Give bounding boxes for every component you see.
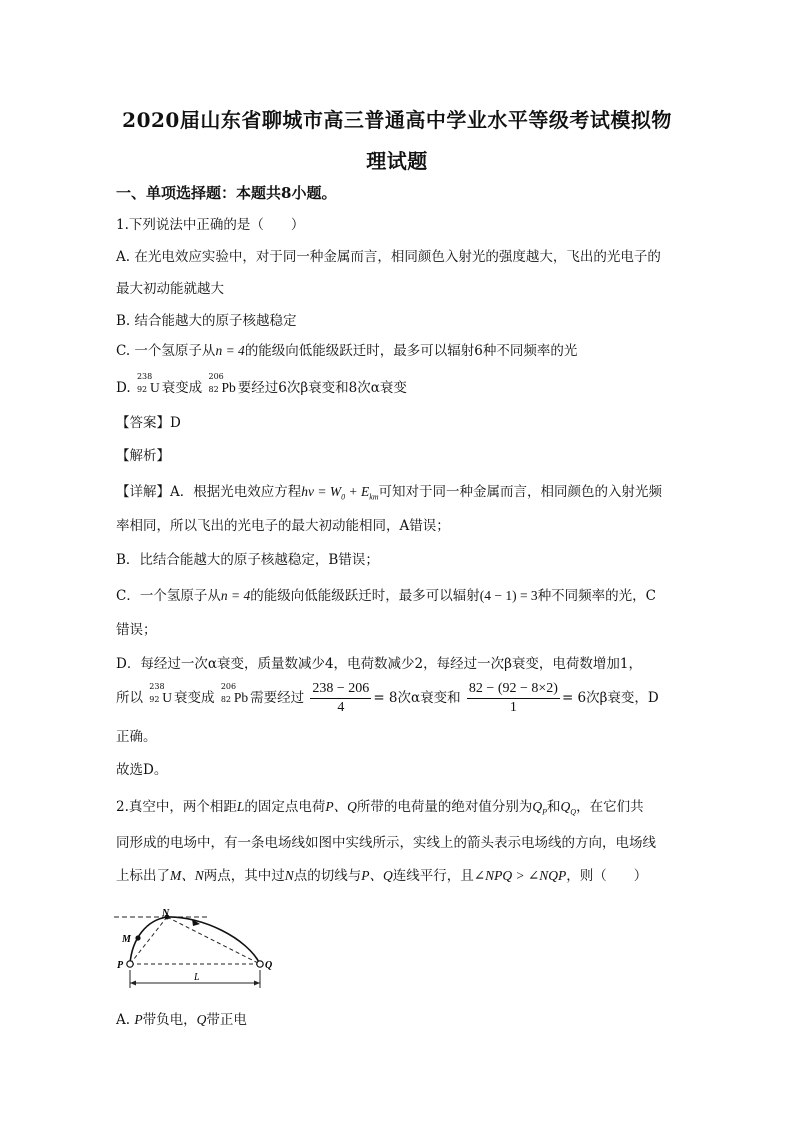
- detail-b: B．比结合能越大的原子核越稳定，B错误；: [116, 552, 379, 568]
- nuclide-lead: 206 82 Pb: [220, 682, 249, 705]
- doc-title-line1: 2020届山东省聊城市高三普通高中学业水平等级考试模拟物: [122, 108, 672, 132]
- label-n: N: [162, 908, 170, 919]
- q1-option-c: C. 一个氢原子从n = 4的能级向低能级跃迁时，最多可以辐射6种不同频率的光: [116, 343, 578, 359]
- field-line-diagram: [112, 908, 282, 993]
- detail-c: C．一个氢原子从n = 4的能级向低能级跃迁时，最多可以辐射(4 − 1) = 3种不同频率的光，C: [116, 588, 657, 604]
- label-m: M: [122, 934, 131, 945]
- nuclide-uranium: 238 92 U: [149, 682, 173, 705]
- q2-stem-line1: 2.真空中，两个相距L的固定点电荷P、Q所带的电荷量的绝对值分别为$Q_P$和$Q_Q$，在它们共: [116, 799, 644, 817]
- doc-title-line2: 理试题: [366, 149, 428, 173]
- detail-a: 【详解】A．根据光电效应方程$h\nu = W_0 + E_{km}$可知对于同一种金属而言，相同颜色的入射光频: [116, 484, 663, 502]
- dim-arrow-left: [130, 981, 136, 986]
- fraction-alpha: $\frac{238 - 206}{4}$: [312, 681, 370, 715]
- q2-option-a: A. P带负电，Q带正电: [116, 1012, 247, 1028]
- q1-option-a-cont: 最大初动能就越大: [116, 281, 224, 297]
- answer-label: 【答案】D: [116, 415, 181, 431]
- q2-stem-line2: 同形成的电场中，有一条电场线如图中实线所示，实线上的箭头表示电场线的方向，电场线: [116, 835, 656, 851]
- einstein-equation: $h\nu = W_0 + E_{km}$: [301, 484, 379, 502]
- detail-d: D．每经过一次α衰变，质量数减少4，电荷数减少2，每经过一次β衰变，电荷数增加1，: [116, 656, 643, 672]
- detail-d-cont: 正确。: [116, 729, 157, 745]
- conclusion: 故选D。: [116, 762, 168, 778]
- charge-p: [127, 961, 133, 967]
- nuclide-uranium: 238 92 U: [136, 372, 160, 395]
- section-heading: 一、单项选择题：本题共8小题。: [116, 184, 337, 202]
- label-q: Q: [265, 960, 273, 971]
- q2-stem-line3: 上标出了M、N两点，其中过N点的切线与P、Q连线平行，且∠NPQ > ∠NQP，则（ ）: [116, 868, 648, 884]
- detail-a-cont: 率相同，所以飞出的光电子的最大初动能相同，A错误；: [116, 518, 450, 534]
- detail-d-calc: 所以 238 92 U 衰变成 206 82 Pb 需要经过 $\frac{238 - 206}{4}$ = 8次α衰变和 $\frac{82 - (92 - 8\times 2)}{1}$ = 6次β衰变，D: [116, 681, 659, 715]
- dim-arrow-right: [254, 981, 260, 986]
- label-p: P: [117, 960, 124, 971]
- nq-dashed-line: [167, 917, 260, 964]
- analysis-label: 【解析】: [116, 448, 170, 464]
- detail-c-cont: 错误；: [116, 622, 157, 638]
- q1-option-d: D. 238 92 U 衰变成 206 82 Pb 要经过6次β衰变和8次α衰变: [116, 372, 407, 396]
- point-m: [135, 935, 140, 940]
- q1-stem: 1.下列说法中正确的是（ ）: [116, 217, 305, 233]
- fraction-beta: $\frac{82 - (92 - 8\times 2)}{1}$: [468, 681, 558, 715]
- q1-option-a: A. 在光电效应实验中，对于同一种金属而言，相同颜色入射光的强度越大，飞出的光电子的: [116, 249, 661, 265]
- nuclide-lead: 206 82 Pb: [208, 372, 236, 395]
- charge-q: [257, 961, 263, 967]
- label-l: L: [194, 972, 200, 983]
- q1-option-b: B. 结合能越大的原子核越稳定: [116, 313, 297, 329]
